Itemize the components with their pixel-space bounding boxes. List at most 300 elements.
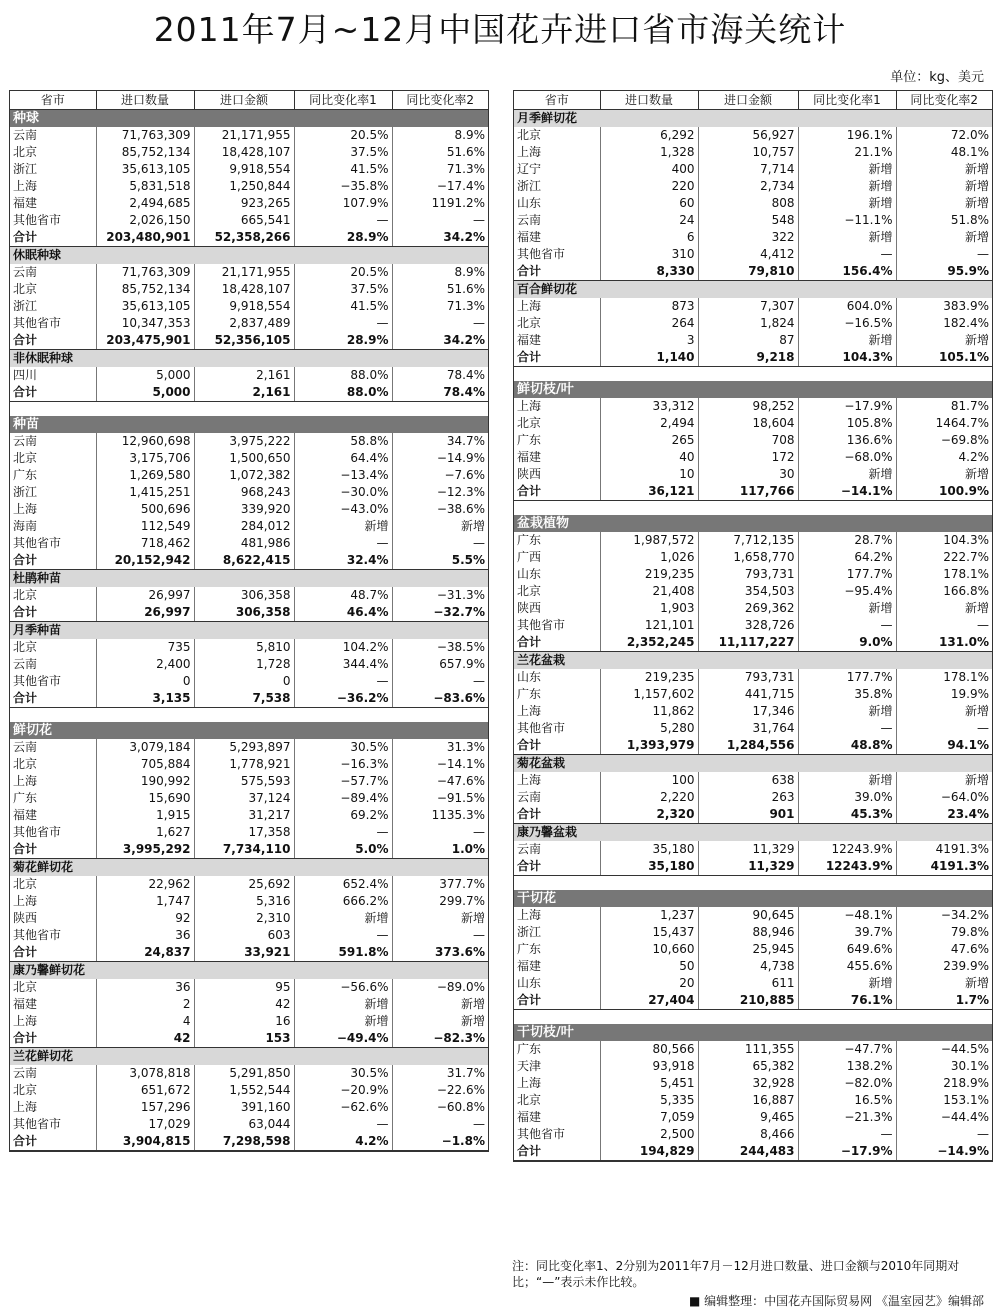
province-cell: 合计 bbox=[10, 841, 96, 859]
footnote: 注：同比变化率1、2分别为2011年7月－12月进口数量、进口金额与2010年同期对比；“—”表示未作比较。 bbox=[512, 1259, 960, 1289]
province-cell: 合计 bbox=[10, 604, 96, 622]
province-cell: 合计 bbox=[10, 552, 96, 570]
rate2-cell: 78.4% bbox=[446, 368, 485, 382]
province-cell: 云南 bbox=[10, 264, 96, 281]
rate1-cell: — bbox=[798, 246, 896, 263]
quantity-cell: 2,494,685 bbox=[96, 195, 194, 212]
quantity-cell: 194,829 bbox=[600, 1143, 698, 1161]
header-rate2: 同比变化率2 bbox=[392, 91, 488, 110]
rate2-cell: 新增 bbox=[460, 911, 485, 925]
quantity-cell: 2,494 bbox=[600, 415, 698, 432]
province-cell: 浙江 bbox=[514, 178, 600, 195]
rate2-cell: 51.8% bbox=[950, 213, 989, 227]
amount-cell: 25,692 bbox=[194, 876, 294, 893]
rate1-cell: — bbox=[798, 1126, 896, 1143]
rate1-cell: 新增 bbox=[798, 703, 896, 720]
rate2-cell: −38.5% bbox=[436, 640, 485, 654]
rate2-cell: 4191.3% bbox=[935, 842, 989, 856]
province-cell: 其他省市 bbox=[10, 927, 96, 944]
province-cell: 上海 bbox=[10, 773, 96, 790]
amount-cell: 603 bbox=[194, 927, 294, 944]
quantity-cell: 1,903 bbox=[600, 600, 698, 617]
table-row bbox=[10, 195, 488, 212]
amount-cell: 441,715 bbox=[698, 686, 798, 703]
rate1-cell: 20.5% bbox=[294, 264, 392, 281]
table-row bbox=[10, 161, 488, 178]
province-cell: 云南 bbox=[10, 433, 96, 450]
rate2-cell: 34.7% bbox=[446, 434, 485, 448]
header-amount: 进口金额 bbox=[698, 91, 798, 110]
quantity-cell: 5,280 bbox=[600, 720, 698, 737]
section-label: 干切枝/叶 bbox=[514, 1024, 992, 1041]
quantity-cell: 15,437 bbox=[600, 924, 698, 941]
section-label: 盆栽植物 bbox=[514, 515, 992, 532]
rate1-cell: −68.0% bbox=[798, 449, 896, 466]
section-label: 菊花盆栽 bbox=[514, 755, 992, 773]
quantity-cell: 80,566 bbox=[600, 1041, 698, 1058]
rate1-cell: 新增 bbox=[798, 466, 896, 483]
rate2-cell: — bbox=[473, 674, 485, 688]
quantity-cell: 1,140 bbox=[600, 349, 698, 367]
table-row bbox=[514, 549, 992, 566]
rate1-cell: 104.2% bbox=[294, 639, 392, 656]
rate2-cell: 166.8% bbox=[943, 584, 989, 598]
amount-cell: 1,658,770 bbox=[698, 549, 798, 566]
amount-cell: 16,887 bbox=[698, 1092, 798, 1109]
quantity-cell: 36 bbox=[96, 979, 194, 996]
rate2-cell: 100.9% bbox=[896, 483, 992, 501]
province-cell: 北京 bbox=[10, 281, 96, 298]
spacer-cell bbox=[514, 1010, 992, 1025]
amount-cell: 11,117,227 bbox=[698, 634, 798, 652]
quantity-cell: 40 bbox=[600, 449, 698, 466]
subsection-header bbox=[514, 652, 992, 670]
amount-cell: 11,329 bbox=[698, 858, 798, 876]
rate2-cell: 47.6% bbox=[950, 942, 989, 956]
amount-cell: 95 bbox=[194, 979, 294, 996]
rate1-cell: 156.4% bbox=[798, 263, 896, 281]
spacer-row bbox=[10, 402, 488, 417]
table-row bbox=[10, 587, 488, 604]
amount-cell: 7,734,110 bbox=[194, 841, 294, 859]
amount-cell: 1,778,921 bbox=[194, 756, 294, 773]
amount-cell: 9,465 bbox=[698, 1109, 798, 1126]
rate1-cell: 105.8% bbox=[798, 415, 896, 432]
quantity-cell: 1,328 bbox=[600, 144, 698, 161]
rate1-cell: — bbox=[798, 617, 896, 634]
amount-cell: 1,500,650 bbox=[194, 450, 294, 467]
rate2-cell: 31.3% bbox=[446, 740, 485, 754]
province-cell: 北京 bbox=[514, 583, 600, 600]
province-cell: 上海 bbox=[514, 298, 600, 315]
subsection-header bbox=[514, 824, 992, 842]
province-cell: 合计 bbox=[514, 634, 600, 652]
table-row bbox=[10, 281, 488, 298]
rate2-cell: −91.5% bbox=[436, 791, 485, 805]
amount-cell: 3,975,222 bbox=[194, 433, 294, 450]
table-row bbox=[514, 144, 992, 161]
rate2-cell: 19.9% bbox=[950, 687, 989, 701]
table-row bbox=[10, 790, 488, 807]
rate2-cell: — bbox=[977, 1127, 989, 1141]
rate1-cell: — bbox=[294, 927, 392, 944]
rate1-cell: 88.0% bbox=[294, 384, 392, 402]
province-cell: 上海 bbox=[10, 1013, 96, 1030]
province-cell: 上海 bbox=[514, 398, 600, 415]
section-label: 种球 bbox=[10, 110, 488, 128]
table-row bbox=[10, 979, 488, 996]
rate1-cell: 177.7% bbox=[798, 669, 896, 686]
rate1-cell: 32.4% bbox=[294, 552, 392, 570]
province-cell: 其他省市 bbox=[514, 1126, 600, 1143]
province-cell: 云南 bbox=[514, 212, 600, 229]
section-label: 种苗 bbox=[10, 416, 488, 433]
quantity-cell: 2,400 bbox=[96, 656, 194, 673]
rate1-cell: 新增 bbox=[294, 1013, 392, 1030]
rate1-cell: 455.6% bbox=[798, 958, 896, 975]
section-label: 康乃馨鲜切花 bbox=[10, 962, 488, 980]
table-row bbox=[514, 432, 992, 449]
rate2-cell: 51.6% bbox=[446, 145, 485, 159]
amount-cell: 2,310 bbox=[194, 910, 294, 927]
quantity-cell: 3,175,706 bbox=[96, 450, 194, 467]
rate2-cell: 1464.7% bbox=[935, 416, 989, 430]
amount-cell: 328,726 bbox=[698, 617, 798, 634]
subsection-header bbox=[514, 755, 992, 773]
province-cell: 合计 bbox=[514, 263, 600, 281]
amount-cell: 33,921 bbox=[194, 944, 294, 962]
table-row bbox=[10, 367, 488, 384]
province-cell: 其他省市 bbox=[514, 246, 600, 263]
quantity-cell: 50 bbox=[600, 958, 698, 975]
province-cell: 云南 bbox=[514, 789, 600, 806]
rate1-cell: −48.1% bbox=[798, 907, 896, 924]
section-label: 菊花鲜切花 bbox=[10, 859, 488, 877]
rate2-cell: −89.0% bbox=[436, 980, 485, 994]
rate1-cell: 新增 bbox=[798, 161, 896, 178]
quantity-cell: 6,292 bbox=[600, 127, 698, 144]
amount-cell: 5,810 bbox=[194, 639, 294, 656]
rate1-cell: 37.5% bbox=[294, 144, 392, 161]
amount-cell: 5,316 bbox=[194, 893, 294, 910]
quantity-cell: 1,026 bbox=[600, 549, 698, 566]
rate2-cell: — bbox=[473, 316, 485, 330]
table-row bbox=[10, 739, 488, 756]
section-header bbox=[514, 1024, 992, 1041]
rate1-cell: 46.4% bbox=[294, 604, 392, 622]
rate2-cell: −14.9% bbox=[436, 451, 485, 465]
quantity-cell: 220 bbox=[600, 178, 698, 195]
rate2-cell: — bbox=[473, 536, 485, 550]
quantity-cell: 112,549 bbox=[96, 518, 194, 535]
quantity-cell: 1,747 bbox=[96, 893, 194, 910]
province-cell: 其他省市 bbox=[10, 673, 96, 690]
rate2-cell: 30.1% bbox=[950, 1059, 989, 1073]
rate2-cell: −12.3% bbox=[436, 485, 485, 499]
province-cell: 北京 bbox=[10, 587, 96, 604]
total-row bbox=[10, 1030, 488, 1048]
province-cell: 上海 bbox=[514, 1075, 600, 1092]
province-cell: 其他省市 bbox=[10, 315, 96, 332]
table-row bbox=[10, 927, 488, 944]
rate2-cell: 新增 bbox=[964, 196, 989, 210]
rate2-cell: 657.9% bbox=[439, 657, 485, 671]
subsection-header bbox=[10, 622, 488, 640]
amount-cell: 9,918,554 bbox=[194, 161, 294, 178]
rate1-cell: 30.5% bbox=[294, 1065, 392, 1082]
table-row bbox=[514, 720, 992, 737]
amount-cell: 1,552,544 bbox=[194, 1082, 294, 1099]
rate1-cell: 20.5% bbox=[294, 127, 392, 144]
province-cell: 北京 bbox=[10, 450, 96, 467]
subsection-header bbox=[10, 1048, 488, 1066]
rate1-cell: 37.5% bbox=[294, 281, 392, 298]
table-row bbox=[514, 127, 992, 144]
section-header bbox=[514, 890, 992, 907]
table-row bbox=[10, 484, 488, 501]
rate1-cell: 58.8% bbox=[294, 433, 392, 450]
amount-cell: 575,593 bbox=[194, 773, 294, 790]
quantity-cell: 24 bbox=[600, 212, 698, 229]
province-cell: 北京 bbox=[10, 639, 96, 656]
amount-cell: 901 bbox=[698, 806, 798, 824]
table-row bbox=[514, 212, 992, 229]
section-header bbox=[10, 416, 488, 433]
table-row bbox=[514, 789, 992, 806]
table-row bbox=[514, 686, 992, 703]
rate2-cell: −44.5% bbox=[940, 1042, 989, 1056]
quantity-cell: 705,884 bbox=[96, 756, 194, 773]
total-row bbox=[514, 737, 992, 755]
amount-cell: 90,645 bbox=[698, 907, 798, 924]
section-label: 干切花 bbox=[514, 890, 992, 907]
table-row bbox=[514, 1041, 992, 1058]
table-row bbox=[10, 807, 488, 824]
amount-cell: 153 bbox=[194, 1030, 294, 1048]
rate1-cell: 新增 bbox=[798, 195, 896, 212]
amount-cell: 793,731 bbox=[698, 566, 798, 583]
rate2-cell: 178.1% bbox=[943, 670, 989, 684]
quantity-cell: 651,672 bbox=[96, 1082, 194, 1099]
amount-cell: 306,358 bbox=[194, 587, 294, 604]
quantity-cell: 26,997 bbox=[96, 587, 194, 604]
rate1-cell: — bbox=[294, 315, 392, 332]
table-header bbox=[514, 91, 992, 110]
amount-cell: 968,243 bbox=[194, 484, 294, 501]
province-cell: 广东 bbox=[514, 1041, 600, 1058]
header-amount: 进口金额 bbox=[194, 91, 294, 110]
total-row bbox=[514, 263, 992, 281]
province-cell: 北京 bbox=[10, 756, 96, 773]
rate2-cell: 1135.3% bbox=[431, 808, 485, 822]
quantity-cell: 5,000 bbox=[96, 367, 194, 384]
rate2-cell: 51.6% bbox=[446, 282, 485, 296]
quantity-cell: 24,837 bbox=[96, 944, 194, 962]
rate1-cell: — bbox=[294, 1116, 392, 1133]
rate1-cell: 21.1% bbox=[798, 144, 896, 161]
quantity-cell: 2,352,245 bbox=[600, 634, 698, 652]
subsection-header bbox=[10, 247, 488, 265]
quantity-cell: 310 bbox=[600, 246, 698, 263]
rate2-cell: −14.9% bbox=[896, 1143, 992, 1161]
province-cell: 北京 bbox=[10, 876, 96, 893]
quantity-cell: 8,330 bbox=[600, 263, 698, 281]
rate2-cell: 5.5% bbox=[392, 552, 488, 570]
rate1-cell: 新增 bbox=[798, 772, 896, 789]
province-cell: 广东 bbox=[514, 686, 600, 703]
section-label: 百合鲜切花 bbox=[514, 281, 992, 299]
total-row bbox=[514, 992, 992, 1010]
rate2-cell: 新增 bbox=[964, 333, 989, 347]
amount-cell: 42 bbox=[194, 996, 294, 1013]
rate2-cell: — bbox=[473, 213, 485, 227]
rate2-cell: 4191.3% bbox=[896, 858, 992, 876]
rate1-cell: −21.3% bbox=[798, 1109, 896, 1126]
quantity-cell: 11,862 bbox=[600, 703, 698, 720]
rate1-cell: 12243.9% bbox=[798, 841, 896, 858]
table-row bbox=[514, 415, 992, 432]
quantity-cell: 3 bbox=[600, 332, 698, 349]
rate2-cell: 373.6% bbox=[392, 944, 488, 962]
quantity-cell: 42 bbox=[96, 1030, 194, 1048]
rate1-cell: 39.0% bbox=[798, 789, 896, 806]
amount-cell: 10,757 bbox=[698, 144, 798, 161]
province-cell: 福建 bbox=[514, 332, 600, 349]
subsection-header bbox=[514, 110, 992, 128]
amount-cell: 7,307 bbox=[698, 298, 798, 315]
amount-cell: 52,356,105 bbox=[194, 332, 294, 350]
quantity-cell: 85,752,134 bbox=[96, 281, 194, 298]
total-row bbox=[514, 483, 992, 501]
amount-cell: 306,358 bbox=[194, 604, 294, 622]
table-row bbox=[10, 518, 488, 535]
province-cell: 福建 bbox=[10, 996, 96, 1013]
quantity-cell: 20 bbox=[600, 975, 698, 992]
subsection-header bbox=[10, 570, 488, 588]
table-row bbox=[10, 212, 488, 229]
rate1-cell: −95.4% bbox=[798, 583, 896, 600]
quantity-cell: 35,613,105 bbox=[96, 298, 194, 315]
amount-cell: 2,734 bbox=[698, 178, 798, 195]
rate2-cell: 94.1% bbox=[896, 737, 992, 755]
amount-cell: 322 bbox=[698, 229, 798, 246]
total-row bbox=[514, 1143, 992, 1161]
quantity-cell: 2,500 bbox=[600, 1126, 698, 1143]
quantity-cell: 3,135 bbox=[96, 690, 194, 708]
province-cell: 其他省市 bbox=[10, 824, 96, 841]
rate1-cell: 5.0% bbox=[294, 841, 392, 859]
amount-cell: 263 bbox=[698, 789, 798, 806]
rate1-cell: 88.0% bbox=[294, 367, 392, 384]
amount-cell: 354,503 bbox=[698, 583, 798, 600]
rate1-cell: 35.8% bbox=[798, 686, 896, 703]
rate2-cell: — bbox=[977, 721, 989, 735]
rate1-cell: −35.8% bbox=[294, 178, 392, 195]
quantity-cell: 33,312 bbox=[600, 398, 698, 415]
table-row bbox=[10, 1065, 488, 1082]
rate1-cell: 16.5% bbox=[798, 1092, 896, 1109]
spacer-cell bbox=[514, 876, 992, 891]
amount-cell: 65,382 bbox=[698, 1058, 798, 1075]
rate1-cell: 28.9% bbox=[294, 332, 392, 350]
header-province: 省市 bbox=[514, 91, 600, 110]
table-row bbox=[10, 1013, 488, 1030]
province-cell: 上海 bbox=[10, 178, 96, 195]
province-cell: 合计 bbox=[10, 229, 96, 247]
table-row bbox=[514, 841, 992, 858]
table-row bbox=[514, 532, 992, 549]
subsection-header bbox=[10, 859, 488, 877]
amount-cell: 5,293,897 bbox=[194, 739, 294, 756]
rate2-cell: 72.0% bbox=[950, 128, 989, 142]
quantity-cell: 1,987,572 bbox=[600, 532, 698, 549]
province-cell: 山东 bbox=[514, 566, 600, 583]
rate1-cell: 39.7% bbox=[798, 924, 896, 941]
quantity-cell: 3,904,815 bbox=[96, 1133, 194, 1151]
rate2-cell: 新增 bbox=[964, 773, 989, 787]
amount-cell: 1,728 bbox=[194, 656, 294, 673]
quantity-cell: 3,078,818 bbox=[96, 1065, 194, 1082]
province-cell: 北京 bbox=[514, 315, 600, 332]
amount-cell: 210,885 bbox=[698, 992, 798, 1010]
rate2-cell: 71.3% bbox=[446, 299, 485, 313]
quantity-cell: 36,121 bbox=[600, 483, 698, 501]
amount-cell: 7,714 bbox=[698, 161, 798, 178]
quantity-cell: 219,235 bbox=[600, 669, 698, 686]
table-row bbox=[514, 195, 992, 212]
amount-cell: 284,012 bbox=[194, 518, 294, 535]
province-cell: 北京 bbox=[10, 979, 96, 996]
amount-cell: 0 bbox=[194, 673, 294, 690]
quantity-cell: 500,696 bbox=[96, 501, 194, 518]
rate1-cell: 新增 bbox=[294, 518, 392, 535]
rate2-cell: 383.9% bbox=[943, 299, 989, 313]
province-cell: 北京 bbox=[10, 144, 96, 161]
rate1-cell: −49.4% bbox=[294, 1030, 392, 1048]
table-row bbox=[514, 315, 992, 332]
province-cell: 北京 bbox=[514, 415, 600, 432]
quantity-cell: 85,752,134 bbox=[96, 144, 194, 161]
section-label: 兰花盆栽 bbox=[514, 652, 992, 670]
province-cell: 合计 bbox=[514, 737, 600, 755]
province-cell: 合计 bbox=[514, 1143, 600, 1161]
quantity-cell: 219,235 bbox=[600, 566, 698, 583]
quantity-cell: 35,180 bbox=[600, 858, 698, 876]
quantity-cell: 735 bbox=[96, 639, 194, 656]
total-row bbox=[514, 858, 992, 876]
rate1-cell: 344.4% bbox=[294, 656, 392, 673]
spacer-row bbox=[514, 1010, 992, 1025]
province-cell: 山东 bbox=[514, 975, 600, 992]
quantity-cell: 92 bbox=[96, 910, 194, 927]
rate2-cell: 31.7% bbox=[446, 1066, 485, 1080]
rate2-cell: — bbox=[473, 928, 485, 942]
section-header bbox=[514, 515, 992, 532]
province-cell: 福建 bbox=[10, 195, 96, 212]
quantity-cell: 100 bbox=[600, 772, 698, 789]
amount-cell: 52,358,266 bbox=[194, 229, 294, 247]
quantity-cell: 265 bbox=[600, 432, 698, 449]
province-cell: 福建 bbox=[514, 1109, 600, 1126]
table-row bbox=[10, 656, 488, 673]
rate2-cell: 新增 bbox=[460, 519, 485, 533]
amount-cell: 88,946 bbox=[698, 924, 798, 941]
table-row bbox=[514, 617, 992, 634]
province-cell: 合计 bbox=[514, 806, 600, 824]
rate1-cell: 新增 bbox=[798, 975, 896, 992]
amount-cell: 18,428,107 bbox=[194, 281, 294, 298]
table-row bbox=[514, 229, 992, 246]
